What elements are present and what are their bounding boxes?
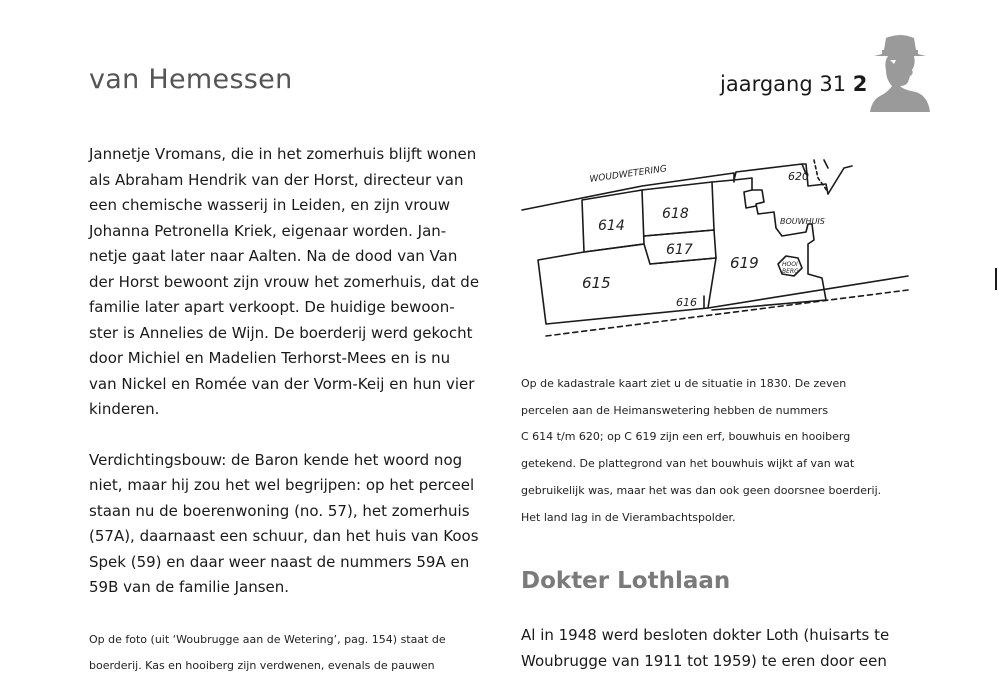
text-line: staan nu de boerenwoning (no. 57), het zomerhuis [89,501,470,520]
label-618: 618 [662,206,689,222]
issue-label-text: jaargang 31 [720,72,847,96]
text-line: van Nickel en Romée van der Vorm-Keij en hun vier [89,374,475,393]
issue-label [720,72,867,96]
caption-line: Op de foto (uit ‘Woubrugge aan de Wetering’, pag. 154) staat de [89,633,446,646]
text-line: Verdichtingsbouw: de Baron kende het woord nog [89,450,463,469]
label-620: 620 [788,170,809,183]
text-line: niet, maar hij zou het wel begrijpen: op het perceel [89,476,475,494]
text-line: Johanna Petronella Kriek, eigenaar worden. Jan- [89,221,447,240]
map-caption [521,371,916,531]
text-line: Woubrugge van 1911 tot 1959) te eren door een [521,651,887,670]
caption-line: Het land lag in de Vierambachtspolder. [521,510,736,524]
caption-line: C 614 t/m 620; op C 619 zijn een erf, bouwhuis en hooiberg [521,430,851,444]
text-line: netje gaat later naar Aalten. Na de dood van Van [89,247,458,265]
text-line: een chemische wasserij in Leiden, en zijn vrouw [89,196,451,214]
page-title: van Hemessen [89,64,293,95]
label-614: 614 [598,218,625,234]
text-line: Jannetje Vromans, die in het zomerhuis blijft wonen [89,145,477,163]
label-berg: BERG [782,268,799,275]
text-cursor [995,268,997,290]
label-615: 615 [582,274,611,292]
cadastral-map-drawing [512,140,920,350]
label-woudwetering: WOUDWETERING [589,164,668,185]
text-line: kinderen. [89,400,160,418]
label-619: 619 [730,254,759,272]
caption-line: gebruikelijk was, maar het was dan ook geen doorsnee boerderij. [521,483,882,497]
text-line: als Abraham Hendrik van der Horst, directeur van [89,170,464,189]
paragraph-1 [89,142,484,423]
text-line: ster is Annelies de Wijn. De boerderij werd gekocht [89,323,473,342]
text-line: 59B van de familie Jansen. [89,578,290,596]
text-line: (57A), daarnaast een schuur, dan het huis van Koos [89,527,479,545]
caption-line: getekend. De plattegrond van het bouwhuis wijkt af van wat [521,457,855,471]
right-column-body [521,623,916,674]
text-line: familie later apart verkoopt. De huidige bewoon- [89,298,455,316]
label-hooi: HOOI [782,261,798,268]
text-line: door Michiel en Madelien Terhorst-Mees en is nu [89,349,451,367]
label-617: 617 [666,242,693,258]
caption-line: percelen aan de Heimanswetering hebben de nummers [521,403,829,417]
caption-line: Op de kadastrale kaart ziet u de situatie in 1830. De zeven [521,377,847,390]
label-616: 616 [676,296,697,309]
label-bouwhuis: BOUWHUIS [780,217,825,226]
section-heading: Dokter Lothlaan [521,568,731,594]
issue-number: 2 [852,72,868,96]
paragraph-2 [89,448,484,601]
text-line: Spek (59) en daar weer naast de nummers 59A en [89,552,470,571]
photo-caption [89,627,484,679]
cadastral-map [512,140,920,350]
man-with-hat-silhouette-icon [870,30,930,112]
left-column [89,142,484,601]
bouwhuis-outline [712,178,826,310]
text-line: der Horst bewoont zijn vrouw het zomerhuis, dat de [89,272,480,291]
caption-line: boerderij. Kas en hooiberg zijn verdwenen, evenals de pauwen [89,659,435,672]
text-line: Al in 1948 werd besloten dokter Loth (huisarts te [521,626,890,644]
